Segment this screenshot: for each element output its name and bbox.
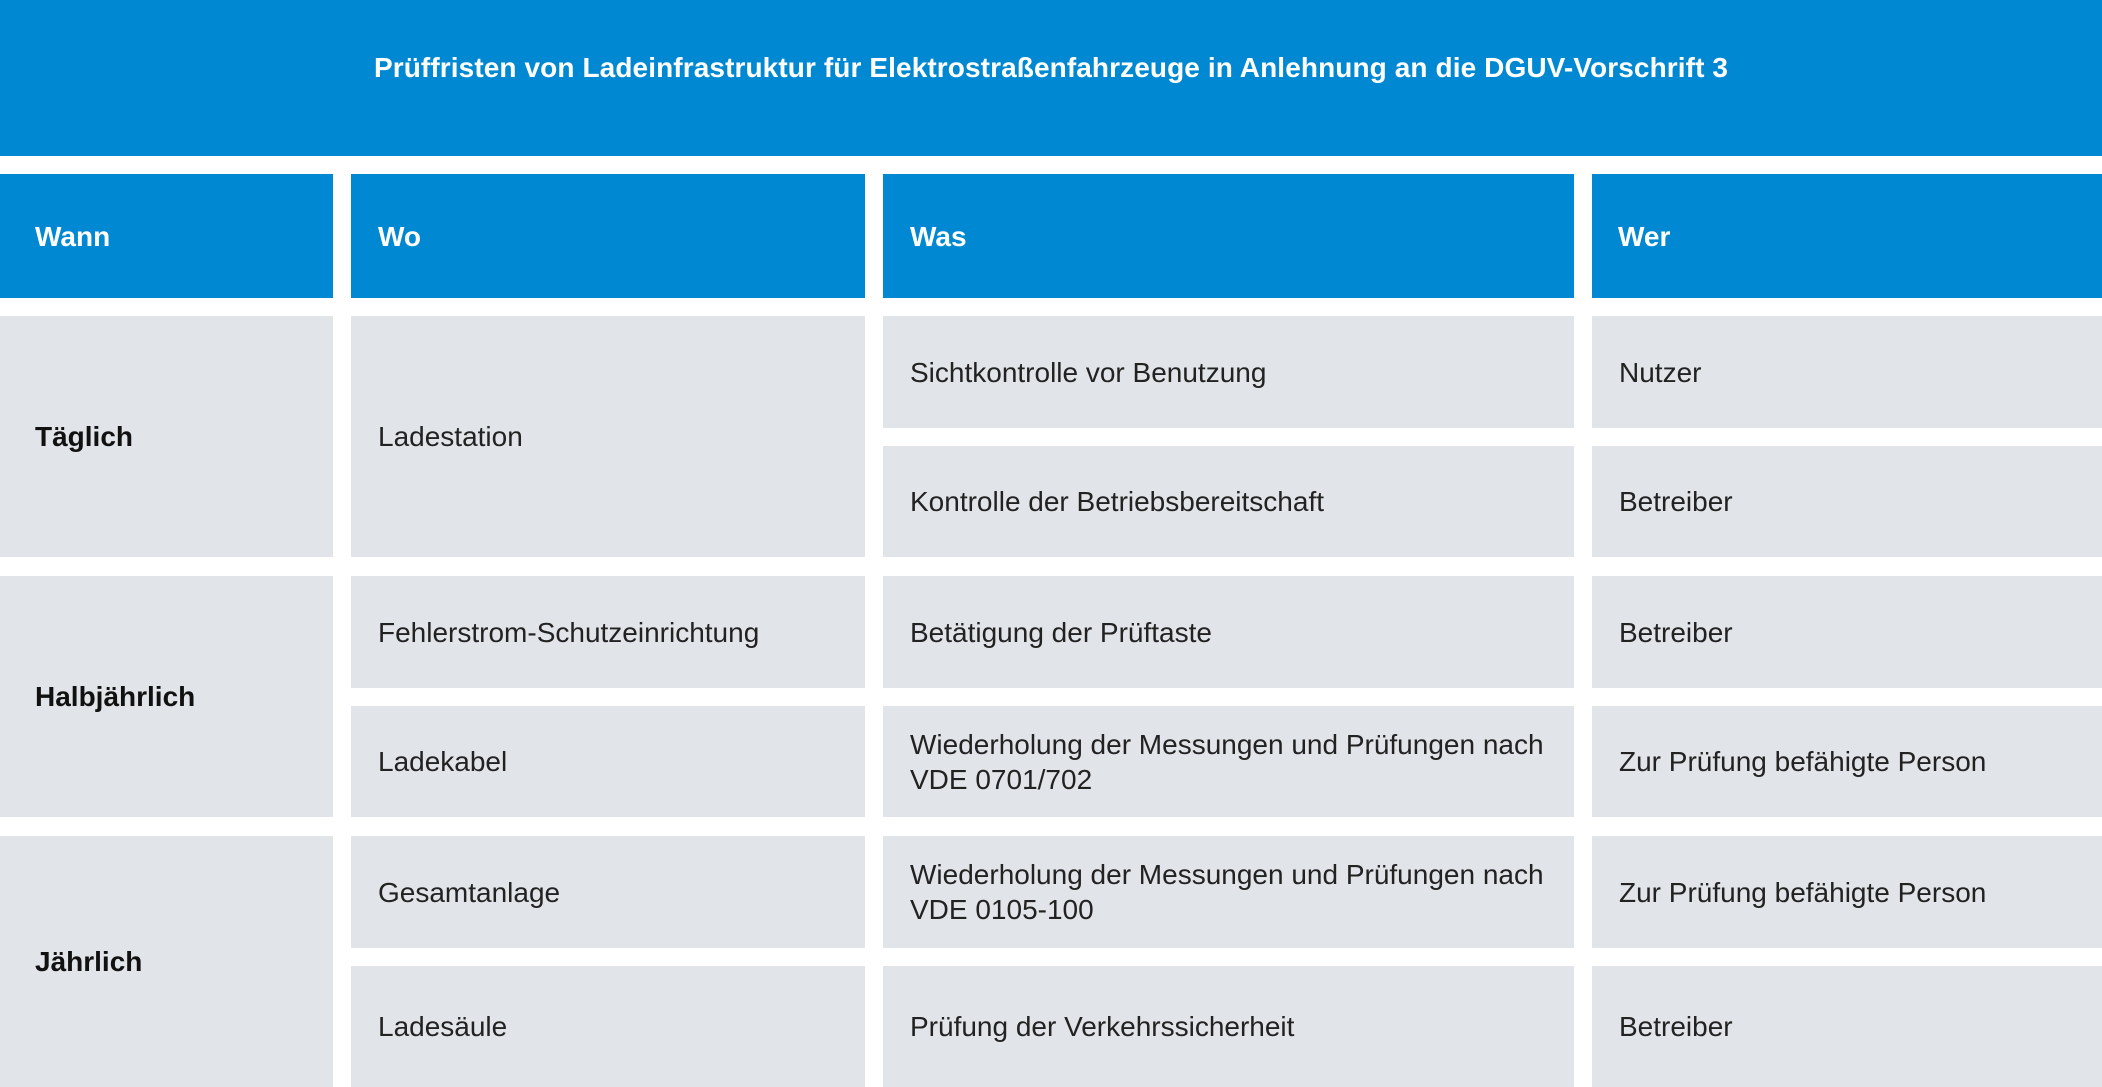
what-cell: Kontrolle der Betriebsbereitschaft bbox=[883, 446, 1574, 557]
where-cell: Ladestation bbox=[351, 316, 865, 557]
when-cell: Täglich bbox=[0, 316, 333, 557]
page-title: Prüffristen von Ladeinfrastruktur für Elektrostraßenfahrzeuge in Anlehnung an die DGUV-Vorschrift 3 bbox=[373, 52, 1729, 83]
when-cell: Jährlich bbox=[0, 836, 333, 1087]
when-cell: Halbjährlich bbox=[0, 576, 333, 817]
who-cell: Nutzer bbox=[1592, 316, 2102, 428]
who-cell: Zur Prüfung befähigte Person bbox=[1592, 836, 2102, 948]
what-cell: Prüfung der Verkehrssicherheit bbox=[883, 966, 1574, 1087]
header-wer: Wer bbox=[1592, 174, 2102, 298]
where-cell: Ladekabel bbox=[351, 706, 865, 817]
what-cell: Wiederholung der Messungen und Prüfungen nach VDE 0701/702 bbox=[883, 706, 1574, 817]
who-cell: Zur Prüfung befähigte Person bbox=[1592, 706, 2102, 817]
who-cell: Betreiber bbox=[1592, 576, 2102, 688]
header-was: Was bbox=[883, 174, 1574, 298]
header-wann: Wann bbox=[0, 174, 333, 298]
who-cell: Betreiber bbox=[1592, 446, 2102, 557]
where-cell: Fehlerstrom-Schutzeinrichtung bbox=[351, 576, 865, 688]
who-cell: Betreiber bbox=[1592, 966, 2102, 1087]
where-cell: Ladesäule bbox=[351, 966, 865, 1087]
where-cell: Gesamtanlage bbox=[351, 836, 865, 948]
title-banner bbox=[0, 0, 2102, 156]
header-wo: Wo bbox=[351, 174, 865, 298]
what-cell: Sichtkontrolle vor Benutzung bbox=[883, 316, 1574, 428]
what-cell: Betätigung der Prüftaste bbox=[883, 576, 1574, 688]
what-cell: Wiederholung der Messungen und Prüfungen nach VDE 0105-100 bbox=[883, 836, 1574, 948]
